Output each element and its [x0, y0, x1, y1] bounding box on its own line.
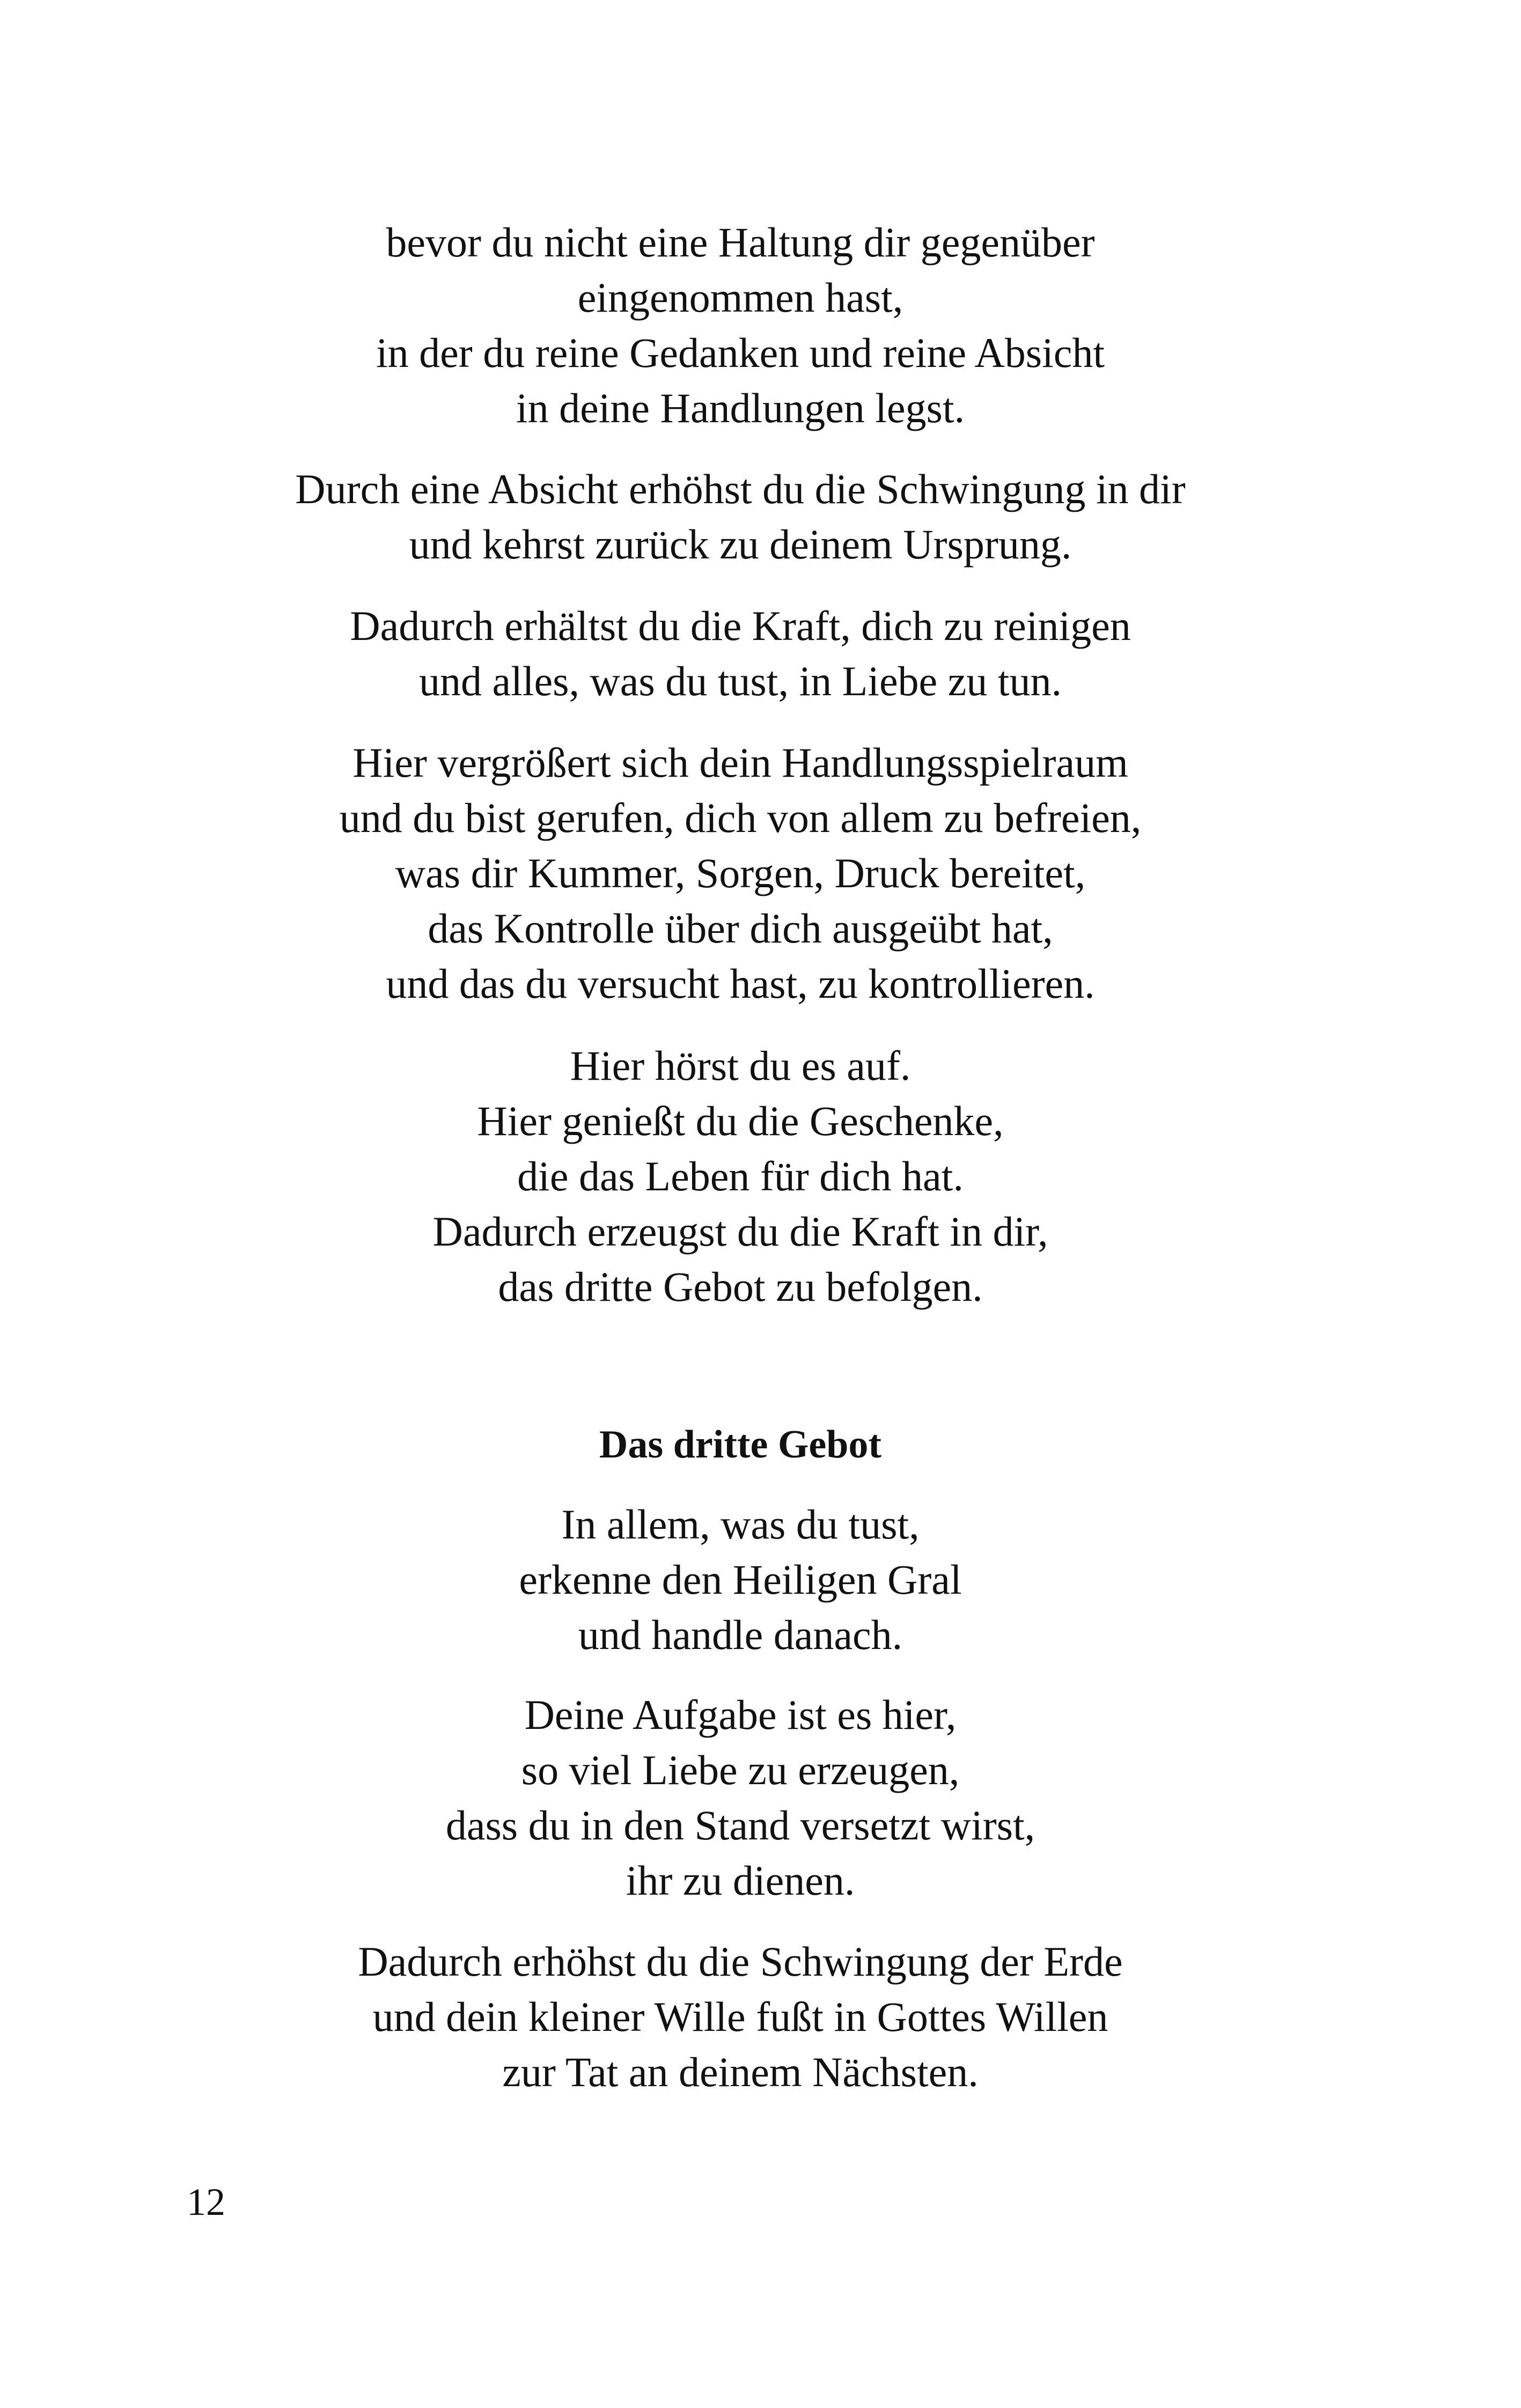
verse-line: was dir Kummer, Sorgen, Druck bereitet,: [395, 850, 1086, 896]
verse-line: Dadurch erhältst du die Kraft, dich zu reinigen: [350, 602, 1131, 649]
stanza-3: [182, 598, 1298, 709]
verse-line: Dadurch erhöhst du die Schwingung der Erde: [358, 1938, 1123, 1985]
verse-line: das dritte Gebot zu befolgen.: [498, 1263, 983, 1310]
stanza-6: [182, 1497, 1298, 1662]
verse-line: Hier genießt du die Geschenke,: [477, 1098, 1004, 1144]
verse-line: Deine Aufgabe ist es hier,: [524, 1691, 957, 1738]
stanza-4: [182, 735, 1298, 1011]
verse-line: In allem, was du tust,: [561, 1501, 920, 1548]
verse-line: ihr zu dienen.: [626, 1857, 855, 1904]
verse-line: und dein kleiner Wille fußt in Gottes Willen: [372, 1993, 1108, 2040]
stanza-8: [182, 1934, 1298, 2100]
verse-line: die das Leben für dich hat.: [517, 1153, 964, 1199]
verse-line: Hier vergrößert sich dein Handlungsspielraum: [352, 739, 1128, 786]
stanza-5: [182, 1038, 1298, 1314]
stanza-1: [182, 215, 1298, 436]
verse-line: und handle danach.: [578, 1611, 903, 1658]
verse-line: so viel Liebe zu erzeugen,: [521, 1747, 960, 1793]
section-heading: Das dritte Gebot: [599, 1423, 882, 1467]
verse-line: in deine Handlungen legst.: [516, 385, 965, 431]
verse-line: eingenommen hast,: [577, 274, 903, 321]
verse-line: und alles, was du tust, in Liebe zu tun.: [419, 658, 1062, 704]
verse-line: bevor du nicht eine Haltung dir gegenüber: [386, 219, 1095, 266]
verse-line: Durch eine Absicht erhöhst du die Schwingung in dir: [295, 466, 1186, 512]
verse-line: und das du versucht hast, zu kontrollieren.: [386, 960, 1095, 1007]
verse-line: dass du in den Stand versetzt wirst,: [445, 1802, 1035, 1849]
verse-line: das Kontrolle über dich ausgeübt hat,: [428, 905, 1053, 952]
verse-line: erkenne den Heiligen Gral: [519, 1556, 962, 1603]
verse-line: Dadurch erzeugst du die Kraft in dir,: [432, 1208, 1048, 1255]
stanza-2: [182, 461, 1298, 572]
stanza-7: [182, 1687, 1298, 1908]
verse-line: in der du reine Gedanken und reine Absicht: [376, 329, 1105, 376]
verse-line: Hier hörst du es auf.: [570, 1042, 911, 1089]
verse-line: zur Tat an deinem Nächsten.: [502, 2049, 979, 2095]
verse-line: und kehrst zurück zu deinem Ursprung.: [409, 521, 1072, 568]
page-number: 12: [187, 2181, 225, 2223]
verse-line: und du bist gerufen, dich von allem zu befreien,: [339, 794, 1142, 841]
